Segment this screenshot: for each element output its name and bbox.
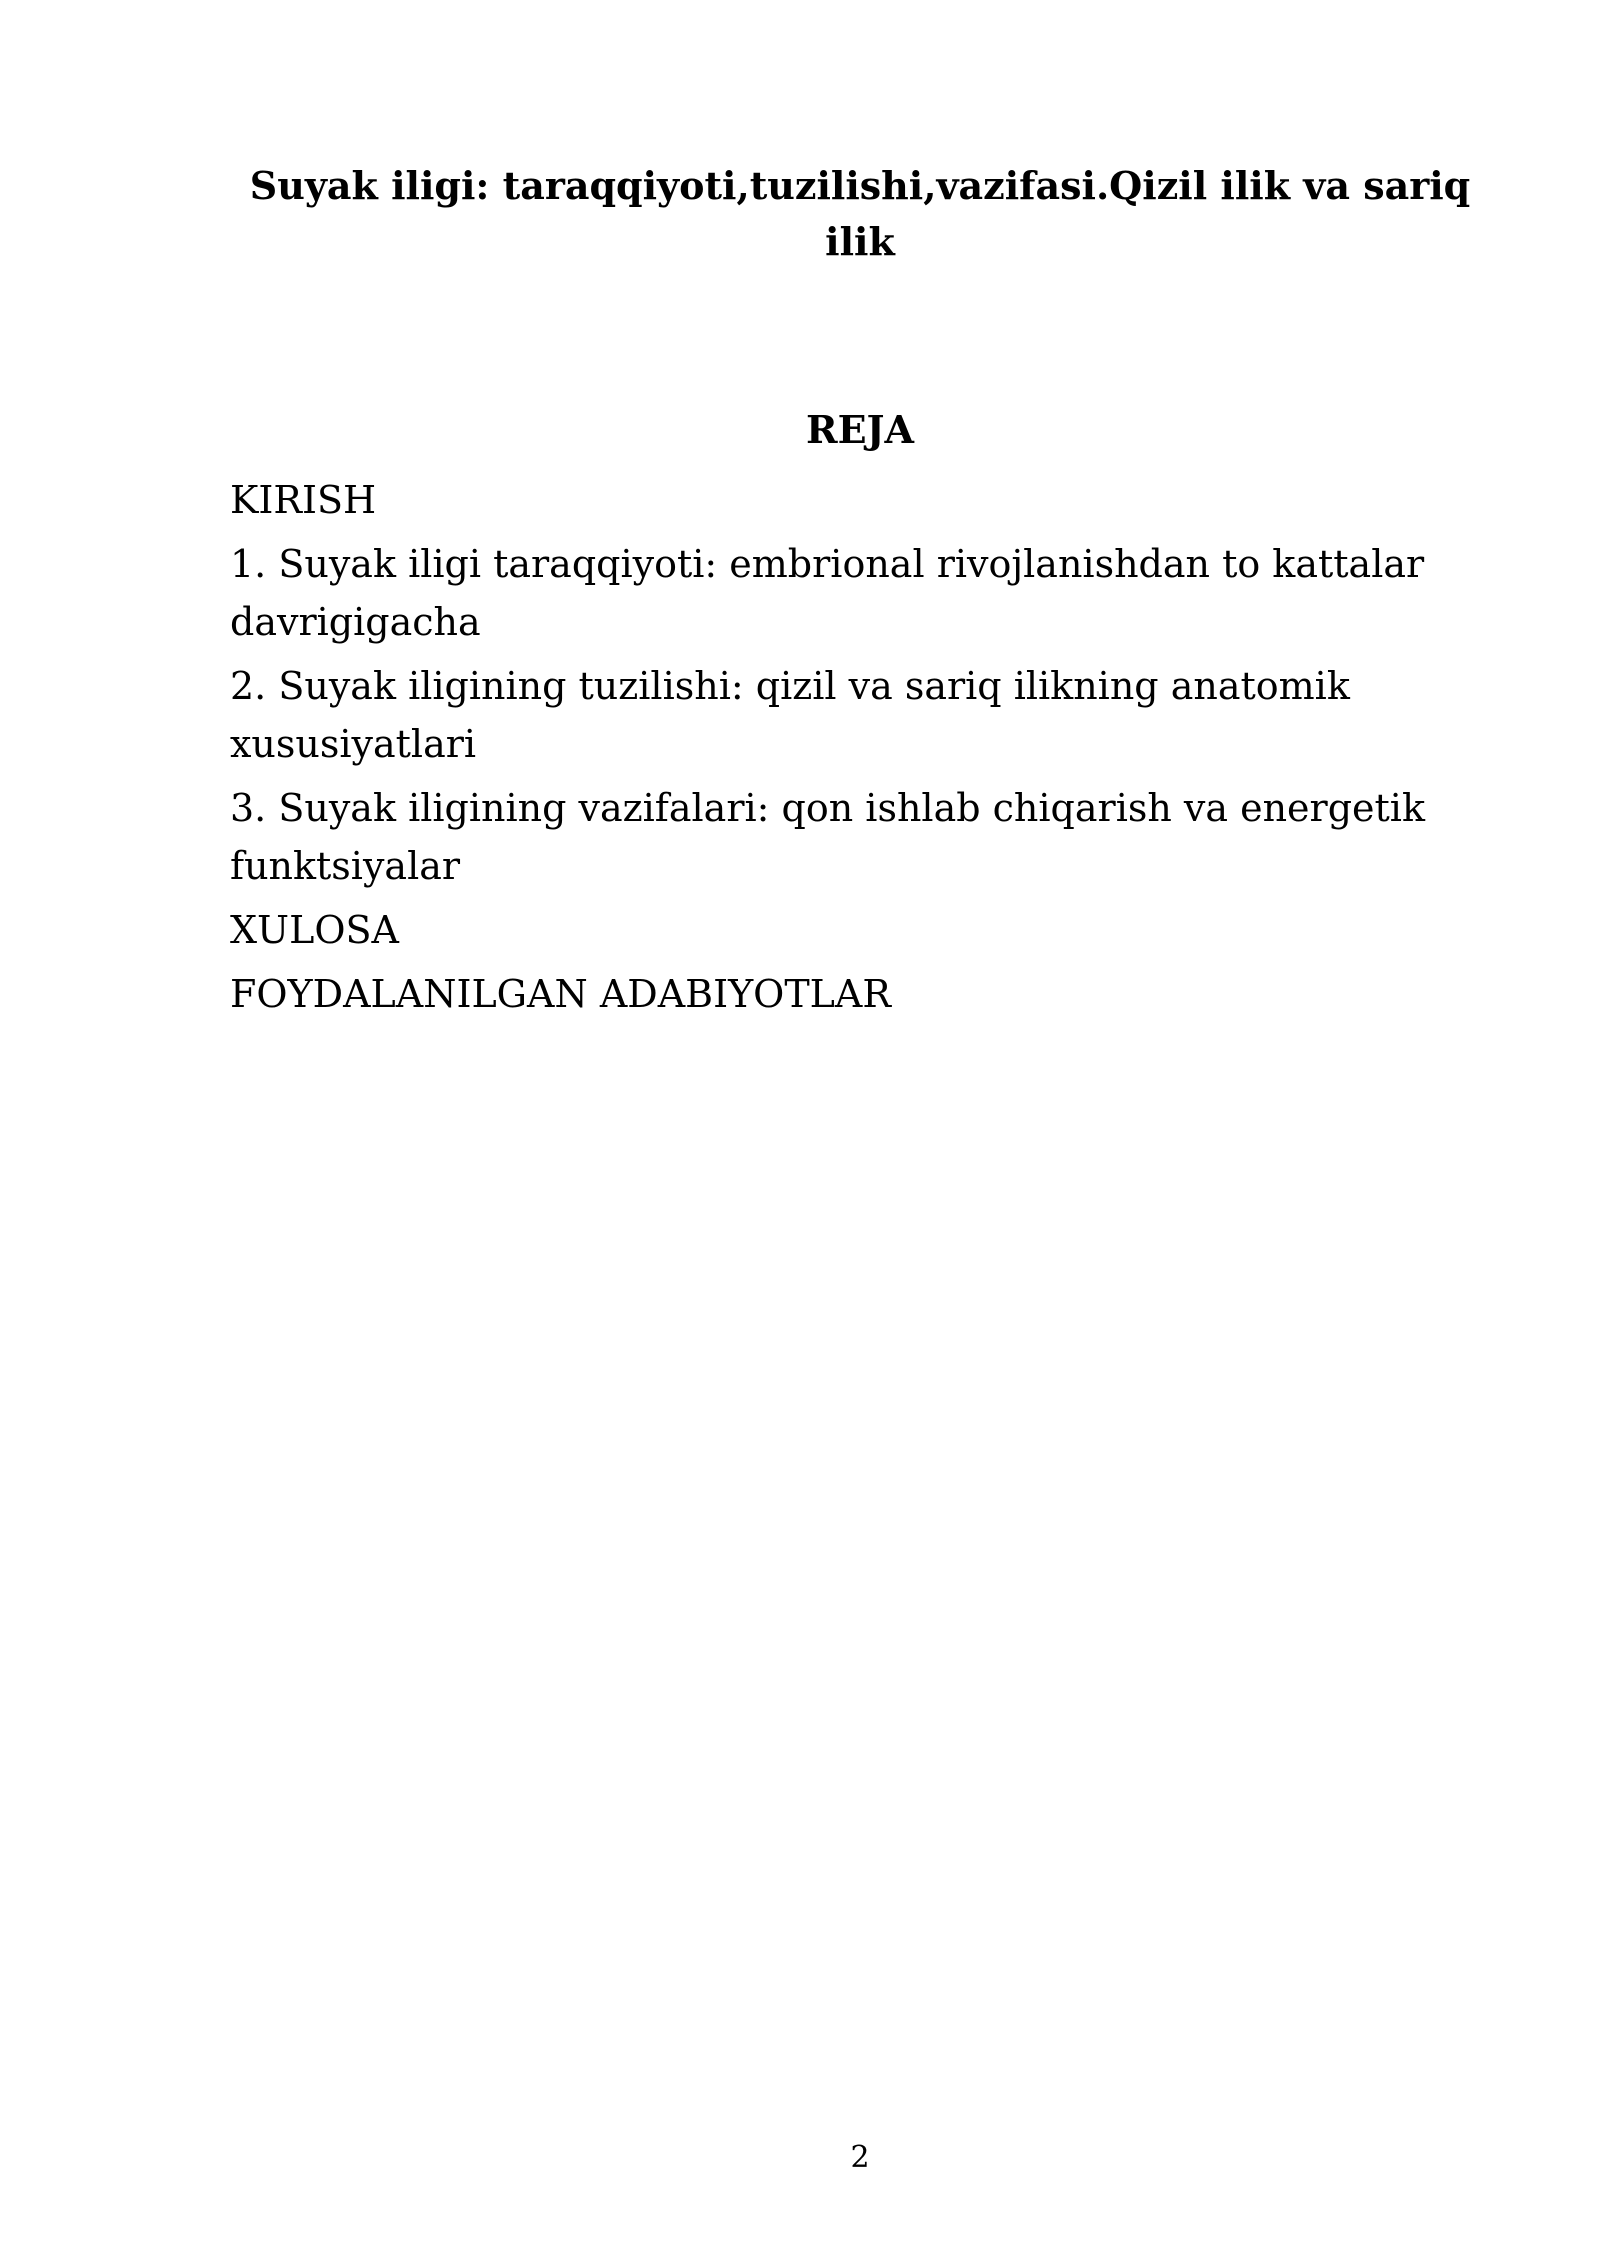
plan-item-structure: 2. Suyak iligining tuzilishi: qizil va sariq ilikning anatomik xususiyatlari — [230, 664, 1350, 766]
document-title: Suyak iligi: taraqqiyoti,tuzilishi,vazifasi.Qizil ilik va sariq ilik — [249, 163, 1471, 264]
plan-item-references: FOYDALANILGAN ADABIYOTLAR — [230, 972, 891, 1016]
plan-heading: REJA — [805, 407, 914, 452]
plan-list — [230, 471, 1490, 1029]
plan-item-introduction: KIRISH — [230, 478, 377, 522]
plan-item-development: 1. Suyak iligi taraqqiyoti: embrional rivojlanishdan to kattalar davrigigacha — [230, 542, 1425, 644]
plan-item-conclusion: XULOSA — [230, 908, 399, 952]
page-number: 2 — [850, 2140, 870, 2175]
plan-item-functions: 3. Suyak iligining vazifalari: qon ishlab chiqarish va energetik funktsiyalar — [230, 786, 1425, 888]
